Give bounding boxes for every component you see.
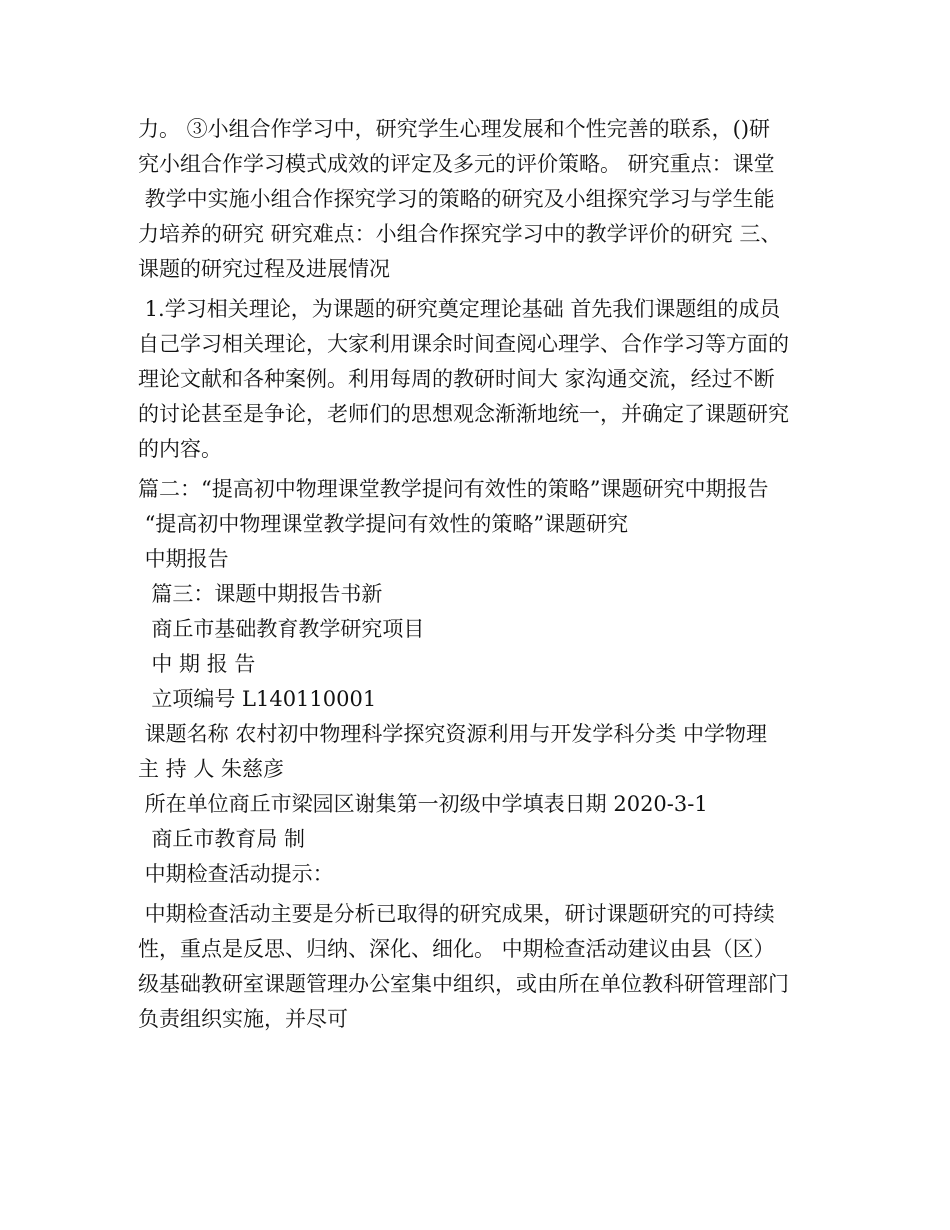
text-line: 理论文献和各种案例。利用每周的教研时间大 家沟通交流，经过不断 <box>138 367 775 391</box>
section-heading: 篇二：“提高初中物理课堂教学提问有效性的策略”课题研究中期报告 <box>138 477 769 501</box>
text-line: 的讨论甚至是争论，老师们的思想观念渐渐地统一，并确定了课题研究 <box>138 402 789 426</box>
text-line: 1.学习相关理论，为课题的研究奠定理论基础 首先我们课题组的成员 <box>138 297 781 321</box>
text-line: 性，重点是反思、归纳、深化、细化。 中期检查活动建议由县（区） <box>138 937 775 961</box>
text-line: “提高初中物理课堂教学提问有效性的策略”课题研究 <box>138 512 629 536</box>
text-line: 中期报告 <box>138 547 229 571</box>
text-line: 主 持 人 朱慈彦 <box>138 757 285 781</box>
text-line: 所在单位商丘市梁园区谢集第一初级中学填表日期 2020-3-1 <box>138 792 708 816</box>
text-line: 课题的研究过程及进展情况 <box>138 257 390 281</box>
text-line: 商丘市基础教育教学研究项目 <box>138 617 425 641</box>
section-heading: 篇三：课题中期报告书新 <box>138 582 383 606</box>
text-line: 负责组织实施，并尽可 <box>138 1007 348 1031</box>
text-line: 力培养的研究 研究难点：小组合作探究学习中的教学评价的研究 三、 <box>138 222 782 246</box>
text-line: 中 期 报 告 <box>138 652 256 676</box>
text-line: 商丘市教育局 制 <box>138 827 306 851</box>
text-line: 中期检查活动提示： <box>138 862 334 886</box>
text-line: 级基础教研室课题管理办公室集中组织，或由所在单位教科研管理部门 <box>138 972 789 996</box>
text-line: 中期检查活动主要是分析已取得的研究成果，研讨课题研究的可持续 <box>138 902 775 926</box>
text-line: 课题名称 农村初中物理科学探究资源利用与开发学科分类 中学物理 <box>138 722 768 746</box>
text-line: 立项编号 L140110001 <box>138 687 377 711</box>
text-line: 教学中实施小组合作探究学习的策略的研究及小组探究学习与学生能 <box>138 187 775 211</box>
text-line: 力。 ③小组合作学习中，研究学生心理发展和个性完善的联系，()研 <box>138 117 771 141</box>
text-line: 的内容。 <box>138 437 222 461</box>
text-line: 自己学习相关理论，大家利用课余时间查阅心理学、合作学习等方面的 <box>138 332 789 356</box>
text-line: 究小组合作学习模式成效的评定及多元的评价策略。 研究重点：课堂 <box>138 152 775 176</box>
